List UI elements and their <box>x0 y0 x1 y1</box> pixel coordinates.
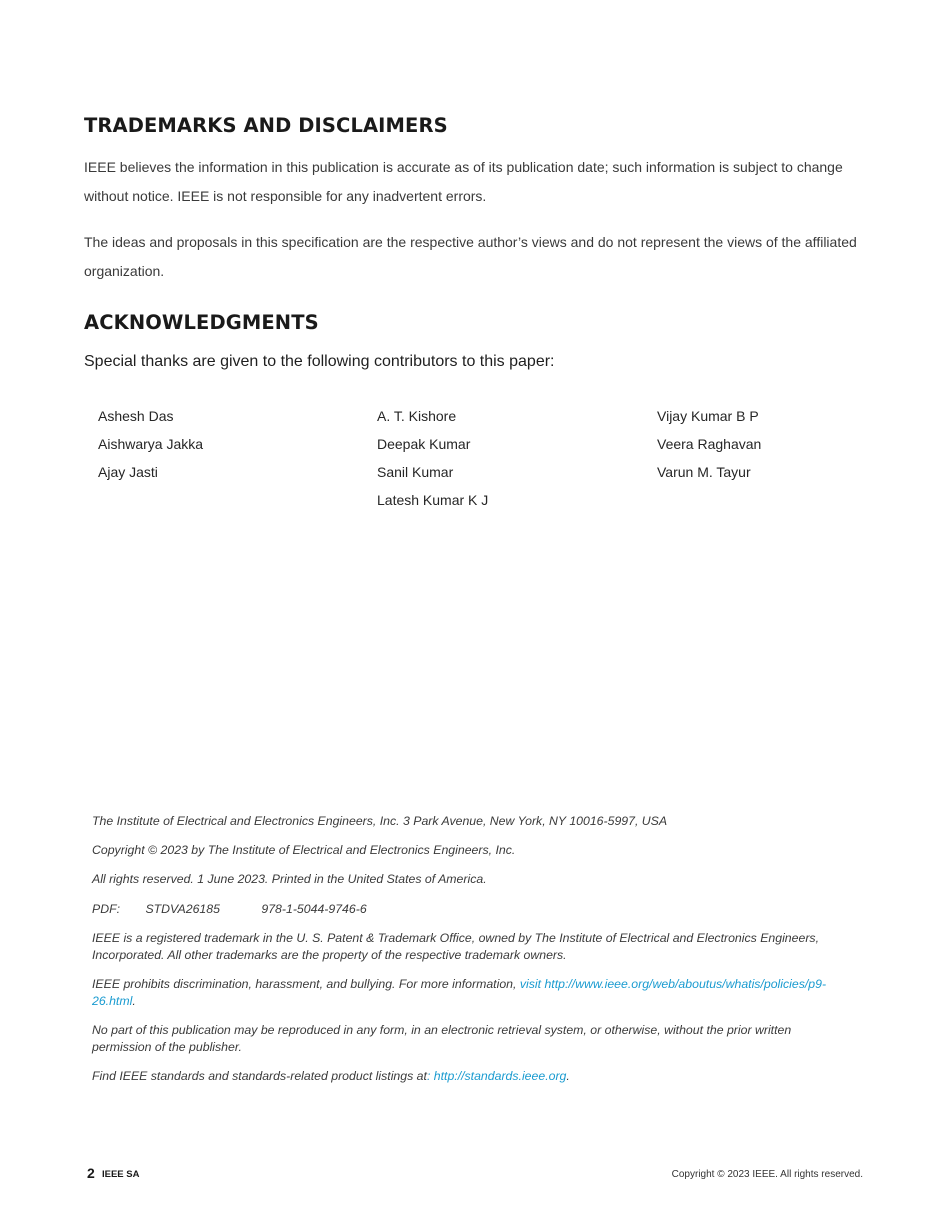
contributor-name: Deepak Kumar <box>377 436 471 452</box>
find-text: Find IEEE standards and standards-related product listings at <box>92 1069 427 1083</box>
publisher-copyright: Copyright © 2023 by The Institute of Electrical and Electronics Engineers, Inc. <box>92 843 516 857</box>
publisher-address: The Institute of Electrical and Electronics Engineers, Inc. 3 Park Avenue, New York, NY 10016-5997, USA <box>92 814 668 828</box>
pdf-info <box>92 901 852 918</box>
standards-listing <box>92 1068 852 1085</box>
trademarks-heading: TRADEMARKS AND DISCLAIMERS <box>84 114 448 137</box>
contributors-column-3 <box>657 402 761 486</box>
page-number: 2 <box>87 1165 95 1181</box>
contributor-name: Veera Raghavan <box>657 436 762 452</box>
rights-statement: All rights reserved. 1 June 2023. Printed in the United States of America. <box>92 872 487 886</box>
contributor-name: Vijay Kumar B P <box>657 408 759 424</box>
contributors-column-1 <box>98 402 203 486</box>
contributor-name: Ajay Jasti <box>98 464 158 480</box>
discrimination-text: IEEE prohibits discrimination, harassment, and bullying. For more information, <box>92 977 520 991</box>
contributor-name: A. T. Kishore <box>377 408 457 424</box>
discrimination-notice <box>92 976 852 1009</box>
discrimination-end: . <box>132 993 136 1008</box>
find-end: . <box>566 1069 570 1083</box>
trademark-notice: IEEE is a registered trademark in the U. S. Patent & Trademark Office, owned by The Institute of Electrical and Electronics Engineers, Incorporated. All other trademarks are the property of the respective trademark owners. <box>92 931 819 962</box>
footer-org: IEEE SA <box>102 1169 140 1180</box>
trademarks-paragraph-1: IEEE believes the information in this publication is accurate as of its publication date; such information is subject to change without notice. IEEE is not responsible for any inadvertent errors. <box>84 159 843 204</box>
isbn: 978-1-5044-9746-6 <box>261 902 367 916</box>
policy-link[interactable]: visit http://www.ieee.org/web/aboutus/whatis/policies/p9-26.html <box>92 977 827 1008</box>
acknowledgments-heading: ACKNOWLEDGMENTS <box>84 311 319 334</box>
acknowledgments-intro: Special thanks are given to the following contributors to this paper: <box>84 353 555 370</box>
contributors-column-2 <box>377 402 488 514</box>
footer-copyright: Copyright © 2023 IEEE. All rights reserved. <box>671 1169 863 1180</box>
pdf-label: PDF: <box>92 902 121 916</box>
standards-link[interactable]: : http://standards.ieee.org <box>426 1069 567 1083</box>
pdf-code: STDVA26185 <box>145 902 220 916</box>
trademarks-paragraph-2: The ideas and proposals in this specification are the respective author’s views and do not represent the views of the affiliated organization. <box>84 234 857 279</box>
contributor-name: Sanil Kumar <box>377 464 454 480</box>
contributor-name: Aishwarya Jakka <box>98 436 204 452</box>
contributor-name: Ashesh Das <box>98 408 174 424</box>
reproduction-notice: No part of this publication may be reproduced in any form, in an electronic retrieval system, or otherwise, without the prior written permission of the publisher. <box>92 1023 792 1054</box>
contributor-name: Varun M. Tayur <box>657 464 751 480</box>
contributor-name: Latesh Kumar K J <box>377 492 489 508</box>
